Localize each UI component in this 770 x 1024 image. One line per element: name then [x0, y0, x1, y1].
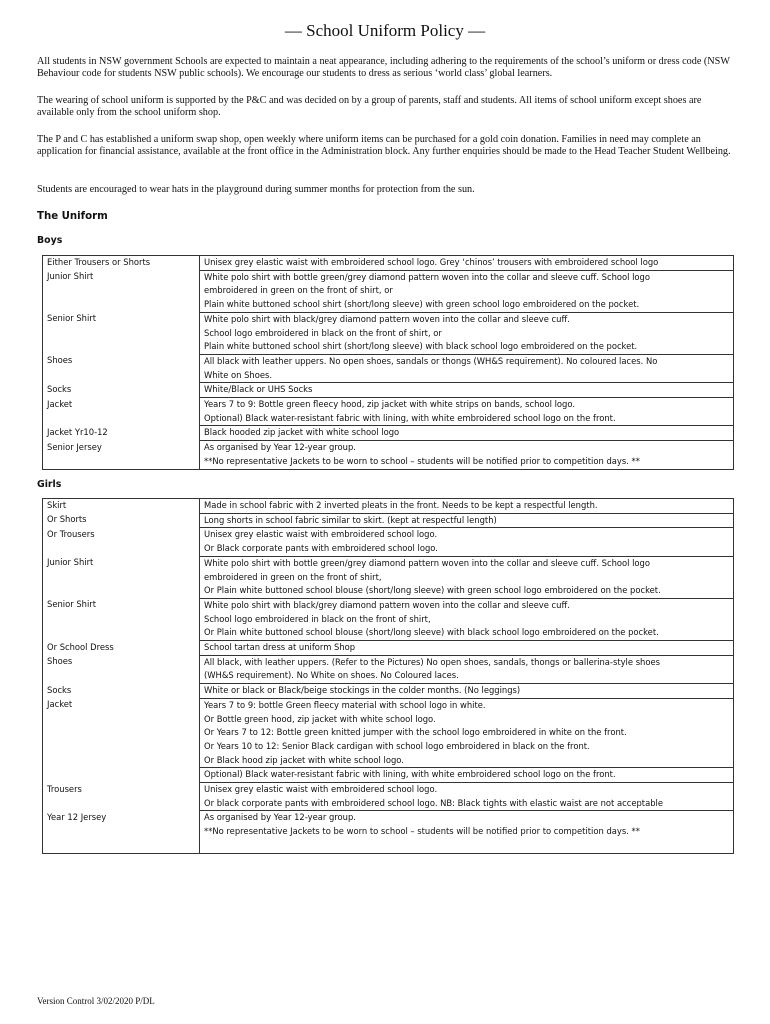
boys-table-row: [43, 354, 734, 382]
girls-description-cell: [200, 783, 734, 811]
boys-table-row: [43, 398, 734, 426]
girls-description-line: Unisex grey elastic waist with embroidered school logo.: [204, 529, 438, 540]
girls-item-label: Socks: [47, 684, 72, 695]
boys-description-line: embroidered in green on the front of shirt, or: [204, 285, 393, 296]
girls-item-cell: [43, 768, 200, 783]
girls-item-label: Or Shorts: [47, 514, 87, 525]
girls-description-line: Or Plain white buttoned school blouse (short/long sleeve) with green school logo embroidered on the pocket.: [204, 585, 661, 596]
girls-table-row: [43, 698, 734, 768]
girls-description-line: [204, 839, 729, 853]
boys-item-label: [47, 454, 195, 468]
girls-description-line: (WH&S requirement). No White on shoes. No Coloured laces.: [204, 670, 459, 681]
boys-item-label: Junior Shirt: [47, 271, 94, 282]
page-title: — School Uniform Policy —: [284, 21, 486, 40]
girls-heading: Girls: [37, 479, 62, 490]
girls-item-label: [47, 739, 195, 753]
boys-item-label: Shoes: [47, 355, 73, 366]
boys-description-cell: [200, 256, 734, 271]
boys-item-label: Jacket: [47, 398, 73, 409]
girls-description-cell: [200, 641, 734, 656]
girls-description-line: Or Black corporate pants with embroidered school logo.: [204, 543, 438, 554]
boys-table-row: [43, 270, 734, 312]
girls-item-label: [47, 825, 195, 839]
girls-description-line: As organised by Year 12-year group.: [204, 812, 356, 823]
boys-description-line: All black with leather uppers. No open shoes, sandals or thongs (WH&S requirement). No coloured laces. No: [204, 355, 658, 366]
boys-item-cell: [43, 441, 200, 469]
boys-description-cell: [200, 441, 734, 469]
intro-paragraph-2: The wearing of school uniform is supported by the P&C and was decided on by a group of parents, staff and students. All items of school uniform except shoes are available only from the school uniform shop.: [37, 95, 702, 119]
boys-item-cell: [43, 426, 200, 441]
boys-item-label: Senior Jersey: [47, 441, 102, 452]
girls-description-cell: [200, 499, 734, 514]
girls-item-cell: [43, 783, 200, 811]
girls-table-row: [43, 783, 734, 811]
girls-table-row: [43, 655, 734, 683]
girls-table-row: [43, 811, 734, 853]
girls-description-cell: [200, 684, 734, 699]
girls-description-line: Or Plain white buttoned school blouse (short/long sleeve) with black school logo embroidered on the pocket.: [204, 627, 659, 638]
girls-description-line: Or Years 10 to 12: Senior Black cardigan with school logo embroidered in black on the front.: [204, 740, 590, 751]
boys-item-label: [47, 411, 195, 425]
boys-description-line: Black hooded zip jacket with white school logo: [204, 427, 400, 438]
boys-description-line: School logo embroidered in black on the front of shirt, or: [204, 327, 442, 338]
boys-description-cell: [200, 270, 734, 312]
girls-description-line: Years 7 to 9: bottle Green fleecy material with school logo in white.: [204, 699, 486, 710]
girls-item-cell: [43, 499, 200, 514]
girls-item-label: Or School Dress: [47, 641, 114, 652]
girls-item-cell: [43, 556, 200, 598]
boys-item-cell: [43, 270, 200, 312]
girls-description-cell: [200, 598, 734, 640]
girls-table-row: [43, 641, 734, 656]
girls-description-line: Long shorts in school fabric similar to skirt. (kept at respectful length): [204, 514, 497, 525]
boys-description-line: Years 7 to 9: Bottle green fleecy hood, zip jacket with white strips on bands, school logo.: [204, 399, 576, 410]
girls-table-row: [43, 684, 734, 699]
girls-description-line: White polo shirt with bottle green/grey diamond pattern woven into the collar and sleeve cuff. School logo: [204, 557, 651, 568]
girls-item-label: [47, 768, 195, 782]
girls-description-cell: [200, 528, 734, 556]
girls-description-line: White polo shirt with black/grey diamond pattern woven into the collar and sleeve cuff.: [204, 599, 570, 610]
boys-description-cell: [200, 398, 734, 426]
girls-item-label: [47, 712, 195, 726]
girls-item-cell: [43, 655, 200, 683]
girls-description-line: Made in school fabric with 2 inverted pleats in the front. Needs to be kept a respectful length.: [204, 500, 598, 510]
girls-description-line: embroidered in green on the front of shirt,: [204, 571, 382, 582]
girls-item-label: [47, 796, 195, 810]
boys-description-line: White polo shirt with bottle green/grey diamond pattern woven into the collar and sleeve cuff. School logo: [204, 271, 651, 282]
intro-paragraph-3: The P and C has established a uniform swap shop, open weekly where uniform items can be purchased for a gold coin donation. Families in need may complete an application for financial assistance, available at the front office in the Administration block. Any further enquiries should be made to the Head Teacher Student Wellbeing.: [37, 134, 731, 158]
boys-item-label: Senior Shirt: [47, 313, 97, 324]
boys-item-label: Either Trousers or Shorts: [47, 257, 151, 267]
girls-table-row: [43, 499, 734, 514]
girls-item-label: Senior Shirt: [47, 599, 97, 610]
intro-paragraph-4: Students are encouraged to wear hats in the playground during summer months for protection from the sun.: [37, 184, 475, 195]
girls-description-line: Optional) Black water-resistant fabric with lining, with white embroidered school logo on the front.: [204, 769, 616, 780]
girls-item-cell: [43, 641, 200, 656]
girls-item-cell: [43, 528, 200, 556]
boys-description-cell: [200, 383, 734, 398]
boys-table-row: [43, 441, 734, 469]
girls-description-cell: [200, 811, 734, 853]
boys-item-cell: [43, 354, 200, 382]
boys-description-line: White polo shirt with black/grey diamond pattern woven into the collar and sleeve cuff.: [204, 313, 570, 324]
girls-item-cell: [43, 513, 200, 528]
girls-description-line: All black, with leather uppers. (Refer to the Pictures) No open shoes, sandals, thongs or ballerina-style shoes: [204, 656, 661, 667]
girls-item-label: [47, 838, 195, 852]
girls-item-label: Junior Shirt: [47, 557, 94, 568]
boys-uniform-table: [42, 255, 734, 470]
boys-item-label: Jacket Yr10-12: [47, 426, 108, 437]
girls-description-line: Unisex grey elastic waist with embroidered school logo.: [204, 784, 438, 795]
girls-item-cell: [43, 698, 200, 768]
girls-table-row: [43, 556, 734, 598]
girls-description-cell: [200, 556, 734, 598]
boys-description-cell: [200, 426, 734, 441]
boys-item-cell: [43, 383, 200, 398]
girls-item-label: Or Trousers: [47, 528, 95, 539]
boys-description-line: White on Shoes.: [204, 369, 273, 380]
girls-description-line: Or black corporate pants with embroidered school logo. NB: Black tights with elastic waist are not acceptable: [204, 797, 664, 808]
girls-item-label: Jacket: [47, 699, 73, 710]
boys-item-cell: [43, 398, 200, 426]
girls-description-cell: [200, 768, 734, 783]
boys-description-line: Optional) Black water-resistant fabric with lining, with white embroidered school logo on the front.: [204, 412, 616, 423]
boys-item-cell: [43, 256, 200, 271]
girls-description-cell: [200, 698, 734, 768]
girls-item-cell: [43, 811, 200, 853]
boys-description-line: Plain white buttoned school shirt (short/long sleeve) with green school logo embroidered on the pocket.: [204, 299, 640, 310]
boys-description-cell: [200, 312, 734, 354]
girls-item-label: [47, 753, 195, 767]
girls-item-label: Shoes: [47, 656, 73, 667]
girls-description-line: School logo embroidered in black on the front of shirt,: [204, 613, 431, 624]
girls-item-cell: [43, 684, 200, 699]
girls-table-row: [43, 528, 734, 556]
girls-item-label: [47, 726, 195, 740]
girls-description-cell: [200, 513, 734, 528]
girls-item-label: Skirt: [47, 500, 67, 510]
version-footer: Version Control 3/02/2020 P/DL: [37, 996, 155, 1006]
girls-item-label: [47, 542, 195, 556]
girls-description-line: Or Years 7 to 12: Bottle green knitted jumper with the school logo embroidered in white on the front.: [204, 727, 627, 738]
boys-description-line: White/Black or UHS Socks: [204, 384, 313, 395]
girls-table-row: [43, 598, 734, 640]
boys-description-line: As organised by Year 12-year group.: [204, 442, 356, 453]
girls-item-label: Year 12 Jersey: [47, 811, 107, 822]
boys-item-label: Socks: [47, 383, 72, 394]
boys-description-cell: [200, 354, 734, 382]
boys-description-line: Unisex grey elastic waist with embroidered school logo. Grey ‘chinos’ trousers with embroidered school logo: [204, 257, 659, 267]
girls-description-line: Or Bottle green hood, zip jacket with white school logo.: [204, 713, 436, 724]
boys-item-cell: [43, 312, 200, 354]
girls-table-row: [43, 513, 734, 528]
boys-table-row: [43, 383, 734, 398]
girls-uniform-table: [42, 498, 734, 854]
girls-description-line: White or black or Black/beige stockings in the colder months. (No leggings): [204, 685, 521, 696]
boys-table-row: [43, 426, 734, 441]
boys-heading: Boys: [37, 235, 63, 246]
girls-table-row: [43, 768, 734, 783]
girls-description-line: Or Black hood zip jacket with white school logo.: [204, 754, 404, 765]
uniform-heading: The Uniform: [37, 211, 108, 222]
girls-item-cell: [43, 598, 200, 640]
boys-table-row: [43, 256, 734, 271]
girls-description-cell: [200, 655, 734, 683]
boys-description-line: **No representative Jackets to be worn to school – students will be notified prior to competition days. **: [204, 455, 640, 466]
girls-item-label: Trousers: [47, 783, 82, 794]
girls-description-line: School tartan dress at uniform Shop: [204, 642, 356, 653]
boys-description-line: Plain white buttoned school shirt (short/long sleeve) with black school logo embroidered on the pocket.: [204, 341, 638, 352]
boys-table-row: [43, 312, 734, 354]
girls-description-line: **No representative Jackets to be worn to school – students will be notified prior to competition days. **: [204, 826, 640, 837]
intro-paragraph-1: All students in NSW government Schools are expected to maintain a neat appearance, including adhering to the requirements of the school’s uniform or dress code (NSW Behaviour code for students NSW public schools). We encourage our students to dress as serious ‘world class’ global learners.: [37, 56, 730, 80]
